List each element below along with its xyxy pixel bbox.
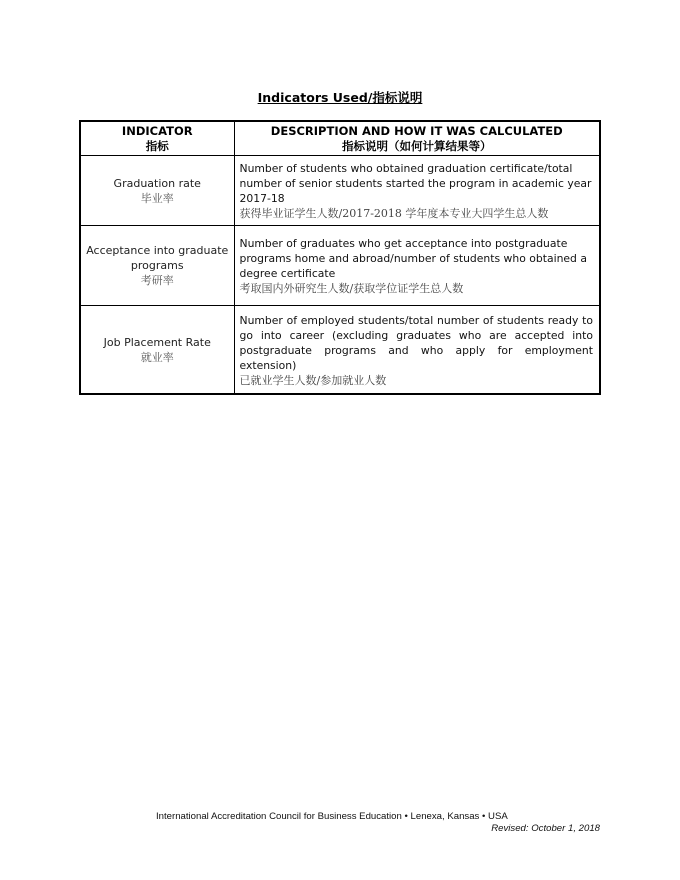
indicator-name-zh: 考研率	[140, 274, 174, 287]
indicator-name-en: Job Placement Rate	[103, 335, 211, 349]
table-header-row	[80, 121, 600, 156]
description-en: Number of employed students/total number of students ready to go into career (excluding graduates who are accepted into postgraduate programs and who apply for employment extension)	[239, 313, 593, 372]
header-indicator-en: INDICATOR	[121, 123, 193, 138]
table-row	[80, 156, 600, 226]
table-row	[80, 226, 600, 306]
header-indicator-zh: 指标	[145, 138, 169, 153]
footer-organization: International Accreditation Council for Business Education • Lenexa, Kansas • USA	[156, 811, 508, 822]
indicator-name-en: Graduation rate	[113, 176, 201, 190]
header-description	[234, 121, 600, 156]
description-en: Number of students who obtained graduation certificate/total number of senior students started the program in academic year 2017-18	[239, 162, 592, 205]
indicator-cell	[80, 306, 234, 395]
header-description-zh: 指标说明（如何计算结果等）	[342, 138, 492, 153]
description-cell	[234, 226, 600, 306]
indicator-name-zh: 毕业率	[140, 191, 174, 205]
description-en: Number of graduates who get acceptance into postgraduate programs home and abroad/number of students who obtained a degree certificate	[239, 237, 587, 280]
indicator-cell	[80, 226, 234, 306]
header-description-en: DESCRIPTION AND HOW IT WAS CALCULATED	[270, 123, 563, 138]
page-title: Indicators Used/指标说明	[257, 90, 423, 105]
description-zh: 已就业学生人数/参加就业人数	[239, 373, 387, 387]
indicator-name-zh: 就业率	[140, 350, 174, 364]
description-zh: 考取国内外研究生人数/获取学位证学生总人数	[239, 282, 464, 295]
indicators-table	[79, 120, 601, 395]
indicator-cell	[80, 156, 234, 226]
header-indicator	[80, 121, 234, 156]
table-row	[80, 306, 600, 395]
footer-revised-date: Revised: October 1, 2018	[491, 823, 600, 834]
description-cell	[234, 306, 600, 395]
description-cell	[234, 156, 600, 226]
indicator-name-en: Acceptance into graduate programs	[86, 244, 229, 272]
description-zh: 获得毕业证学生人数/2017-2018 学年度本专业大四学生总人数	[239, 207, 549, 220]
